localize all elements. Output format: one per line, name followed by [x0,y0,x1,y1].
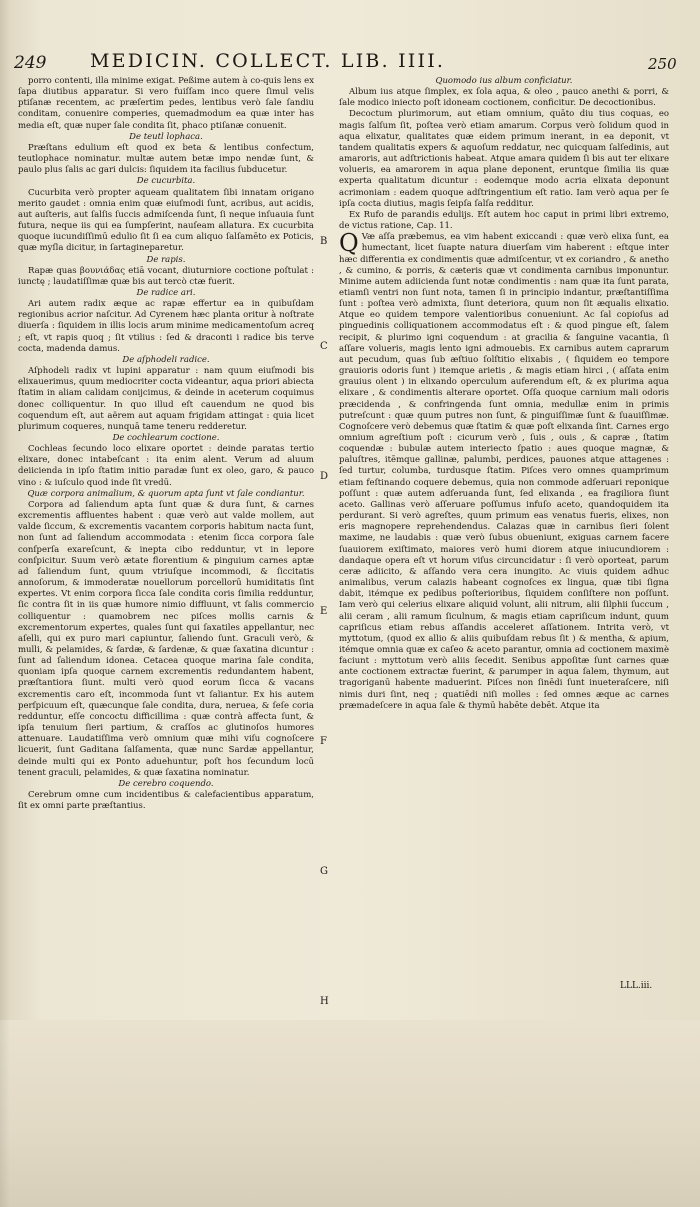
margin-letter: H [320,996,329,1007]
margin-letter: F [320,736,327,747]
section-heading: Quæ corpora animalium, & quorum apta ſunt vt ſale condiantur. [27,488,305,499]
margin-letter: E [320,606,328,617]
paragraph: Corpora ad ſaliendum apta ſunt quæ & dura ſunt, & carnes excrementis affluentes habent : quæ verò aut valde mollem, aut valde ſiccum, & excrementis vacantem corporis habitum nacta ſunt, non ſunt ad ſaliendum accommodata : etenim ſicca corpora ſale conſperſa exareſcunt, & inepta cibo redduntur, vt in lepore conſpicitur. Suum verò ætate florentium & pinguium carnes aptæ ad ſaliendum ſunt, quum vtriuſque incommodi, & ſiccitatis annoſorum, & immoderatæ nouellorum porcellorū humiditatis ſint expertes. Vt enim corpora ſicca ſale condita coris ſimilia redduntur, ſic contra ſit in iis quæ humore nimio diffluunt, vt ſalis commercio colliquentur : quamobrem nec piſces mollis carnis & excrementorum expertes, quales ſunt qui ſaxatiles appellantur, nec aſelli, qui ex puro mari capiuntur, ſaliendo ſunt. Graculi verò, & mulli, & pelamides, & ſardæ, & ſardenæ, & quæ ſaxatina dicuntur : ſunt ad ſaliendum idonea. Cetacea quoque marina ſale condita, quoniam ipſa quoque carnem excrementis redundantem habent, præſtantiora ſiunt. multi verò quod eorum ſicca & vacans excrementis caro eſt, incommoda ſunt vt ſaliantur. Ex his autem perſpicuum eſt, quæcunque ſale condita, dura, neruea, & ſeſe coria redduntur, eſſe concoctu difficillima : quæ contrà affecta ſunt, & ipſa tenuium ſieri partium, & craſſos ac glutinoſos humores attenuare. Laudatiſſima verò omnium quæ mihi viſu cognoſcere licuerit, ſunt Gaditana ſalſamenta, quæ nunc Sardæ appellantur, deinde multi qui ex Ponto aduehuntur, poſt hos ſecundum locū tenent graculi, pelamides, & quæ ſaxatina nominatur. [18,499,314,778]
section-heading: De cerebro coquendo. [118,778,214,789]
page-number-left: 249 [14,53,47,73]
section-heading: De cucurbita. [136,176,196,187]
section-heading: De rapis. [146,254,186,265]
paragraph: Cucurbita verò propter aqueam qualitatem ſibi innatam origano merito gaudet : omnia enim quæ eiuſmodi ſunt, acribus, aut acidis, aut auſteris, aut ſalſis ſuccis admiſcenda ſunt, ſi neque inſuauia ſunt futura, neque iis qui ea ſumpſerint, nauſeam allatura. Ex cucurbita quoque iucundiſſimū edulio ſit ſi ea cum aliquo ſalſamēto ex Poticis, quæ myſla dicitur, in ſartagineparetur. [18,187,314,254]
section-heading: De teutl lophaca. [129,131,203,142]
margin-letter: C [320,341,328,352]
margin-section-letters [316,76,338,1007]
paragraph: Ex Rufo de parandis edulijs. Eſt autem hoc caput in primi libri extremo, de victus ratione, Cap. 11. [339,209,669,232]
left-text-column [18,76,314,986]
margin-letter: B [320,236,328,247]
paragraph: Aſphodeli radix vt lupini apparatur : nam quum eiuſmodi bis elixauerimus, quum mediocriter cocta videantur, aqua priori abiecta ſtatim in aliam calidam conijcimus, & deinde in aceterum coquimus donec colliquentur. In quo illud eſt cauendum ne quod bis coquendum eſt, aut aërem aut aquam frigidam attingat : quia licet plurimum coqueres, nunquā tame teneru redderetur. [18,366,314,432]
drop-cap: Q [339,229,359,258]
margin-letter: G [320,866,328,877]
section-heading: De aſphodeli radice. [122,354,210,365]
paragraph: porro contenti, illa minime exigat. Peßime autem à co-quis lens ex ſapa diutibus apparatur. Si vero fuiſſam inco quere ſimul velis ptiſanæ recentem, ac præſertim pedes, lentibus verò ſale ſandiu conditam, conuenire comperies, quemadmodum ea quæ inter has media eſt, quæ nuper ſale condita ſit, phaco ptiſanæ conuenit. [18,76,314,131]
paragraph: Cochleas ſecundo loco elixare oportet : deinde paratas tertio elixare, donec intabeſcant : ita enim alent. Verum ad aluum deiicienda in ipſo ſtatim initio paradæ ſunt ex oleo, garo, & pauco vino : & iuſculo quod inde ſit vredū. [18,444,314,488]
section-heading: De radice ari. [136,287,196,298]
running-header [0,47,700,77]
paragraph: Q Væ aſſa præbemus, ea vim habent exiccandi : quæ verò elixa ſunt, ea humectant, licet ſuapte natura diuerſam vim haberent : eſtque inter hæc differentia ex condimentis quæ admiſcentur, vt ex coriandro , & anetho , & cumino, & porris, & cæteris quæ vt condimenta carnibus imponuntur. Minime autem adiicienda ſunt notæ condimentis : nam quæ ita ſunt parata, etiamſi ventri non ſunt nota, tamen ſi in principio indantur, præſtantiſſima ſunt : poſtea verò admixta, ſiunt deteriora, quum non ſit æqualis elixatio. Atque eo quidem tempore valentioribus conueniunt. Ac ſal copioſus ad pinguedinis colliquationem accommodatus eſt : & quod pingue eſt, ſalem recipit, & plurimo igni coquendum : at gracilia & ſanguine vacantia, ſi aſſare volueris, magis lento igni admouebis. Ex carnibus autem caprarum aut pecudum, quas ſub æſtiuo ſolſtitio elixabis , ( ſiquidem eo tempore grauioris odoris ſunt ) itemque arietis , & magis etiam hirci , ( aſſata enim grauius olent ) in elixando operculum auferendum eſt, & ex plurima aqua elixare , & condimentis alterare oportet. Oſſa quoque carnium mali odoris præcidenda , & confringenda ſunt omnia, medullæ enim in primis putreſcunt : quæ quum putres non ſunt, & pinguiſſimæ ſunt & ſuauiſſimæ. Cognoſcere verò debemus quæ ſtatim & quæ poſt elixanda ſint. Carnes ergo omnium agreſtium poſt : cicurum verò , ſuis , ouis , & capræ , ſtatim coquendæ : bubulæ autem interiecto ſpatio : aues quoque magnæ, & paluſtres, itēmque gallinæ, palumbi, perdices, pauones atque attagenes : ſed turtur, columba, turdusque ſtatim. Piſces vero omnes quamprimum etiam feſtinando coquere debemus, quia non commode adſeruari reponique poſſunt : quæ autem adſeruanda ſunt, ſed elixanda , ea fragiliora ſiunt aceto. Gallinas verò aſſeruare poſſumus infuſo aceto, quandoquidem ita perdurant. Si verò agreſtes, quum primum eas venatus fueris, elixes, non eris magnopere reprehendendus. Calazas quæ in carnibus ſieri ſolent maxime, ne laudabis : quæ verò ſubus obueniunt, exiguas carnem facere ſuauiorem exiſtimato, maiores verò humi diorem atque iniucundiorem : dandaque opera eſt vt horum viſus circuncidatur : ſi verò oporteat, parum ceræ adiicito, & aſſando vera cera inungito. Ac viuis quidem adhuc animalibus, verum calazis habeant cognoſces ex lingua, quæ tibi ſigna dabit, itémque ex pedibus poſterioribus, ſiquidem conſiſtere non poſſunt. Iam verò qui celerius elixare aliquid volunt, alii nitrum, alii ſilphii ſuccum , alii ceram , alii ramum ſiculnum, & magis etiam capriſicum indunt, quum capriſicus etiam rebus aſſandis acceleret aſſationem. Intrita verò, vt myttotum, (quod ex allio & aliis quibuſdam rebus ſit ) & mentha, & apium, itémque omnia quæ ex caſeo & aceto parantur, omnia ad coctionem maximè faciunt : myttotum verò aliis ſecedit. Senibus appoſitæ ſunt carnes quæ ante coctionem extractæ fuerint, & parumper in aqua ſalem, thymum, aut tragoriganū habente maduerint. Piſces non ſinēdi ſunt inueteraſcere, niſi nimis duri ſint, neq ; quatiēdi niſi molles : ſed omnes æque ac carnes præmadeſcere in aqua ſale & thymū habēte debēt. Atque ita [339,229,669,711]
margin-letter: D [320,471,329,482]
page-bottom-shade [0,1020,700,1207]
paragraph: Decoctum plurimorum, aut etiam omnium, quāto diu tius coquas, eo magis ſalſum ſit, poſtea verò etiam amarum. Corpus verò ſolidum quod in aqua elixatur, qualitates quæ eidem primum inerant, in ea deponit, vt tandem qualitatis expers & aquoſum reddatur, nec quicquam ſalſedinis, aut amaroris, aut adſtrictionis habeat. Atque amara quidem ſi bis aut ter elixare volueris, ea amarorem in aqua plane deponent, eruntque ſimilia iis quæ experta qualitatum dicuntur : eodemque modo acria elixata deponunt acrimoniam : eadem quoque adſtringentium eſt ratio. Iam verò aqua per ſe ipſa cocta diutius, magis ſeipſa ſalſa redditur. [339,109,669,209]
paragraph: Album ius atque ſimplex, ex ſola aqua, & oleo , pauco anethi & porri, & ſale modico iniecto poſt idoneam coctionem, conficitur. De decoctionibus. [339,87,669,109]
paragraph: Cerebrum omne cum incidentibus & calefacientibus apparatum, ſit ex omni parte præſtantius. [18,790,314,812]
paragraph: Ari autem radix æque ac rapæ effertur ea in quibuſdam regionibus acrior naſcitur. Ad Cyrenem hæc planta oritur à noſtrate diuerſa : ſiquidem in illis locis arum minime medicamentoſum acreq ; eſt, vt rapis quoq ; ſit vtilius : ſed & draconti i radice bis terve cocta, madenda damus. [18,299,314,354]
section-heading: Quomodo ius album conficiatur. [435,76,573,86]
paragraph: Præſtans edulium eſt quod ex beta & lentibus confectum, teutlophace nominatur. multæ autem betæ impo nendæ ſunt, & paulo plus ſalis ac gari dulcis: ſiquidem ita facilius ſubducetur. [18,142,314,176]
running-title: MEDICIN. COLLECT. LIB. IIII. [90,50,446,72]
section-heading: De cochlearum coctione. [112,433,220,443]
page-fold-shadow [0,0,10,1207]
page-number-right: 250 [648,55,677,73]
paragraph: Rapæ quas βουνιάδας etiā vocant, diuturniore coctione poſtulat : iunctę ; laudatiſſimæ quæ bis aut tercò ctæ fuerit. [18,265,314,287]
signature-mark: LLL.iii. [620,981,653,991]
right-text-column [339,76,669,986]
